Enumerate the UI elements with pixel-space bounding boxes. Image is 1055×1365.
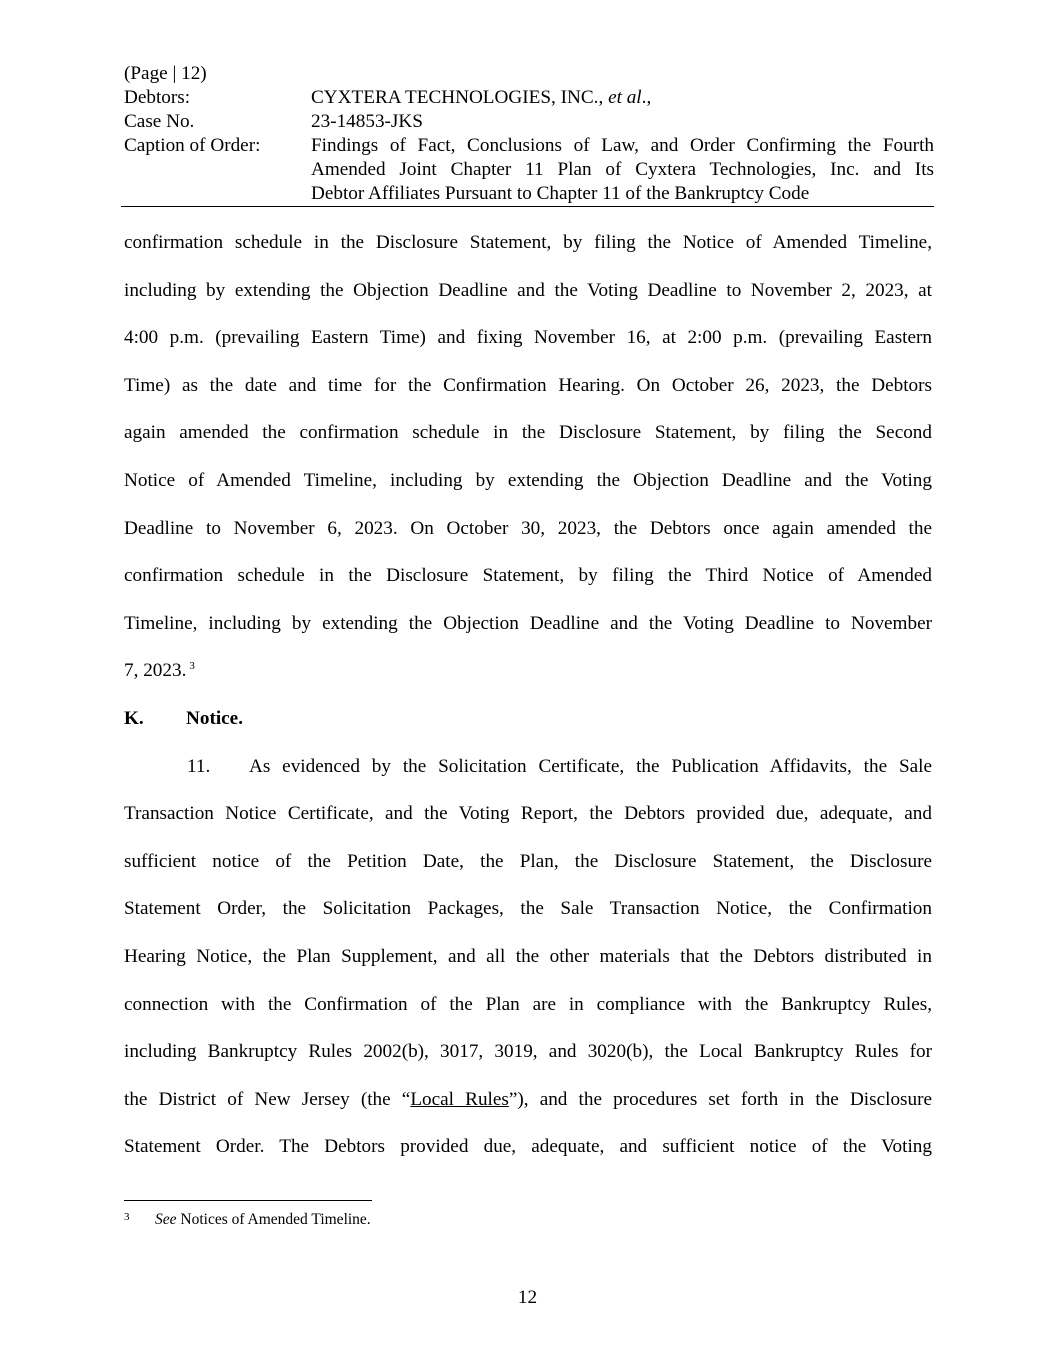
paragraph-first-line xyxy=(124,743,932,791)
footnote xyxy=(124,1210,371,1230)
paragraph-text: As evidenced by the Solicitation Certificate, the Publication Affidavits, the Sale xyxy=(249,755,932,777)
body-line: connection with the Confirmation of the Plan are in compliance with the Bankruptcy Rules, xyxy=(124,993,932,1015)
section-letter: K. xyxy=(124,707,144,729)
debtors-name: CYXTERA TECHNOLOGIES, INC., xyxy=(311,87,604,108)
page-number: 12 xyxy=(517,1287,538,1308)
case-number: 23-14853-JKS xyxy=(311,111,423,132)
body-line: Deadline to November 6, 2023. On October 30, 2023, the Debtors once again amended the xyxy=(124,517,932,539)
debtors-trail: ., xyxy=(641,87,652,108)
footnote-reference[interactable]: 3 xyxy=(189,660,195,673)
local-rules-defined-term: Local Rules xyxy=(410,1088,509,1110)
body-line: Statement Order, the Solicitation Packages, the Sale Transaction Notice, the Confirmation xyxy=(124,898,932,920)
body-line: again amended the confirmation schedule in the Disclosure Statement, by filing the Second xyxy=(124,422,932,444)
paragraph-end-text: 7, 2023. xyxy=(124,660,187,682)
body-line: Statement Order. The Debtors provided due, adequate, and sufficient notice of the Voting xyxy=(124,1136,932,1158)
debtors-et-al: et al xyxy=(608,87,642,108)
local-rules-suffix: ”), and the procedures set forth in the Disclosure xyxy=(508,1088,933,1110)
page-reference: (Page | 12) xyxy=(124,63,207,84)
section-heading xyxy=(124,695,932,743)
footnote-separator xyxy=(124,1200,372,1201)
caption-line: Debtor Affiliates Pursuant to Chapter 11 of the Bankruptcy Code xyxy=(311,183,810,204)
body-line xyxy=(124,1076,932,1124)
body-line: Notice of Amended Timeline, including by extending the Objection Deadline and the Voting xyxy=(124,469,932,491)
body-line: confirmation schedule in the Disclosure Statement, by filing the Notice of Amended Timeline, xyxy=(124,232,932,253)
footnote-text xyxy=(155,1210,371,1230)
body-line: Timeline, including by extending the Objection Deadline and the Voting Deadline to November xyxy=(124,612,932,634)
footnote-body: Notices of Amended Timeline. xyxy=(176,1211,371,1228)
paragraph-number: 11. xyxy=(187,755,211,777)
caption-label: Caption of Order: xyxy=(124,135,261,156)
body-line: Transaction Notice Certificate, and the Voting Report, the Debtors provided due, adequate, and xyxy=(124,803,932,825)
body-line: including Bankruptcy Rules 2002(b), 3017, 3019, and 3020(b), the Local Bankruptcy Rules for xyxy=(124,1041,932,1063)
footnote-number: 3 xyxy=(124,1211,130,1223)
case-label: Case No. xyxy=(124,111,195,132)
caption-line: Amended Joint Chapter 11 Plan of Cyxtera Technologies, Inc. and Its xyxy=(311,159,934,180)
footnote-see: See xyxy=(155,1211,177,1228)
body-line: confirmation schedule in the Disclosure Statement, by filing the Third Notice of Amended xyxy=(124,565,932,587)
debtors-value xyxy=(311,86,934,110)
document-body xyxy=(124,219,932,1171)
caption-line: Findings of Fact, Conclusions of Law, and Order Confirming the Fourth xyxy=(311,135,934,156)
page-header xyxy=(124,62,934,206)
body-line: Time) as the date and time for the Confirmation Hearing. On October 26, 2023, the Debtors xyxy=(124,374,932,396)
body-line: 4:00 p.m. (prevailing Eastern Time) and fixing November 16, at 2:00 p.m. (prevailing Eastern xyxy=(124,327,932,349)
debtors-label: Debtors: xyxy=(124,87,191,108)
body-line xyxy=(124,647,932,695)
section-title: Notice. xyxy=(186,707,244,729)
body-line: sufficient notice of the Petition Date, the Plan, the Disclosure Statement, the Disclosure xyxy=(124,850,932,872)
body-line: including by extending the Objection Deadline and the Voting Deadline to November 2, 2023, at xyxy=(124,279,932,301)
header-rule xyxy=(121,206,934,207)
local-rules-prefix: the District of New Jersey (the “ xyxy=(124,1088,411,1110)
body-line: Hearing Notice, the Plan Supplement, and all the other materials that the Debtors distributed in xyxy=(124,945,932,967)
